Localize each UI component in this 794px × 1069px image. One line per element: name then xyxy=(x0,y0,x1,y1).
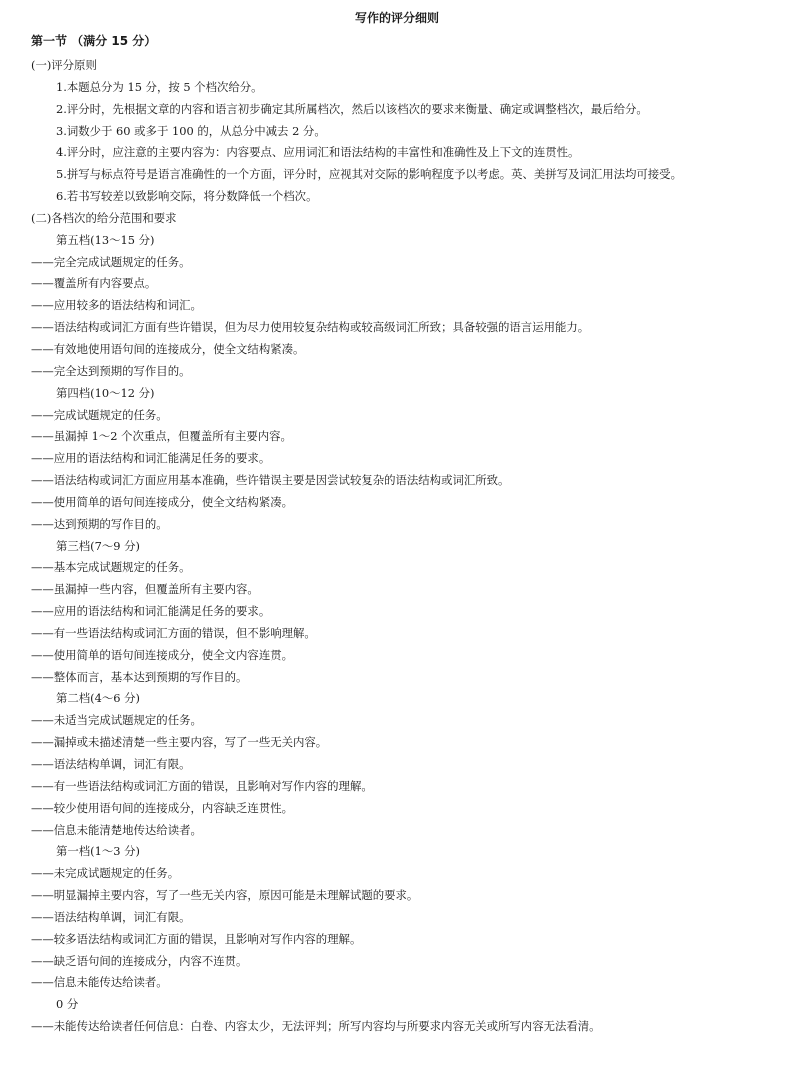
principle-item: 3.词数少于 60 或多于 100 的，从总分中减去 2 分。 xyxy=(56,123,326,138)
principles-heading: (一)评分原则 xyxy=(31,58,97,72)
level-heading: 第二档(4～6 分) xyxy=(56,691,140,706)
level-criterion: ——完全达到预期的写作目的。 xyxy=(31,363,191,378)
principle-item: 5.拼写与标点符号是语言准确性的一个方面，评分时，应视其对交际的影响程度予以考虑。英、美拼写及词汇用法均可接受。 xyxy=(56,167,682,182)
principle-item: 4.评分时，应注意的主要内容为：内容要点、应用词汇和语法结构的丰富性和准确性及上下文的连贯性。 xyxy=(56,145,580,160)
level-criterion: ——语法结构或词汇方面应用基本准确，些许错误主要是因尝试较复杂的语法结构或词汇所致。 xyxy=(31,473,510,488)
level-criterion: ——使用简单的语句间连接成分，使全文结构紧凑。 xyxy=(31,494,293,509)
level-heading: 第四档(10～12 分) xyxy=(56,385,155,400)
level-criterion: ——信息未能传达给读者。 xyxy=(31,975,168,990)
section-heading: 第一节 （满分 15 分） xyxy=(31,34,157,48)
level-criterion: ——整体而言，基本达到预期的写作目的。 xyxy=(31,669,248,684)
level-heading: 0 分 xyxy=(56,997,79,1012)
level-criterion: ——有效地使用语句间的连接成分，使全文结构紧凑。 xyxy=(31,341,305,356)
level-heading: 第一档(1～3 分) xyxy=(56,844,140,859)
level-criterion: ——应用较多的语法结构和词汇。 xyxy=(31,298,202,313)
level-criterion: ——有一些语法结构或词汇方面的错误，但不影响理解。 xyxy=(31,625,316,640)
document-title: 写作的评分细则 xyxy=(354,11,439,25)
level-heading: 第三档(7～9 分) xyxy=(56,538,140,553)
level-criterion: ——虽漏掉 1～2 个次重点，但覆盖所有主要内容。 xyxy=(31,429,292,444)
level-criterion: ——使用简单的语句间连接成分，使全文内容连贯。 xyxy=(31,647,293,662)
level-criterion: ——漏掉或未描述清楚一些主要内容，写了一些无关内容。 xyxy=(31,735,328,750)
document-body xyxy=(0,55,794,1038)
level-criterion: ——信息未能清楚地传达给读者。 xyxy=(31,822,202,837)
level-criterion: ——达到预期的写作目的。 xyxy=(31,516,168,531)
level-criterion: ——语法结构或词汇方面有些许错误，但为尽力使用较复杂结构或较高级词汇所致；具备较强的语言运用能力。 xyxy=(31,320,590,335)
level-criterion: ——完全完成试题规定的任务。 xyxy=(31,254,191,269)
level-criterion: ——覆盖所有内容要点。 xyxy=(31,276,157,291)
level-criterion: ——较多语法结构或词汇方面的错误，且影响对写作内容的理解。 xyxy=(31,931,362,946)
level-heading: 第五档(13～15 分) xyxy=(56,232,155,247)
level-criterion: ——缺乏语句间的连接成分，内容不连贯。 xyxy=(31,953,248,968)
level-criterion: ——未适当完成试题规定的任务。 xyxy=(31,713,202,728)
level-criterion: ——应用的语法结构和词汇能满足任务的要求。 xyxy=(31,451,271,466)
level-criterion: ——未能传达给读者任何信息：白卷、内容太少，无法评判；所写内容均与所要求内容无关或所写内容无法看清。 xyxy=(31,1019,601,1034)
level-criterion: ——较少使用语句间的连接成分，内容缺乏连贯性。 xyxy=(31,800,293,815)
principle-item: 6.若书写较差以致影响交际，将分数降低一个档次。 xyxy=(56,189,318,204)
level-criterion: ——语法结构单调，词汇有限。 xyxy=(31,757,191,771)
level-criterion: ——明显漏掉主要内容，写了一些无关内容，原因可能是未理解试题的要求。 xyxy=(31,888,419,903)
level-criterion: ——应用的语法结构和词汇能满足任务的要求。 xyxy=(31,604,271,619)
level-criterion: ——完成试题规定的任务。 xyxy=(31,407,168,422)
level-criterion: ——有一些语法结构或词汇方面的错误，且影响对写作内容的理解。 xyxy=(31,778,373,793)
principle-item: 1.本题总分为 15 分，按 5 个档次给分。 xyxy=(56,79,263,94)
level-criterion: ——基本完成试题规定的任务。 xyxy=(31,560,191,575)
principle-item: 2.评分时，先根据文章的内容和语言初步确定其所属档次，然后以该档次的要求来衡量、确定或调整档次，最后给分。 xyxy=(56,101,648,116)
level-criterion: ——语法结构单调，词汇有限。 xyxy=(31,909,191,924)
level-criterion: ——虽漏掉一些内容，但覆盖所有主要内容。 xyxy=(31,582,259,597)
levels-heading: (二)各档次的给分范围和要求 xyxy=(31,210,177,225)
level-criterion: ——未完成试题规定的任务。 xyxy=(31,866,180,881)
